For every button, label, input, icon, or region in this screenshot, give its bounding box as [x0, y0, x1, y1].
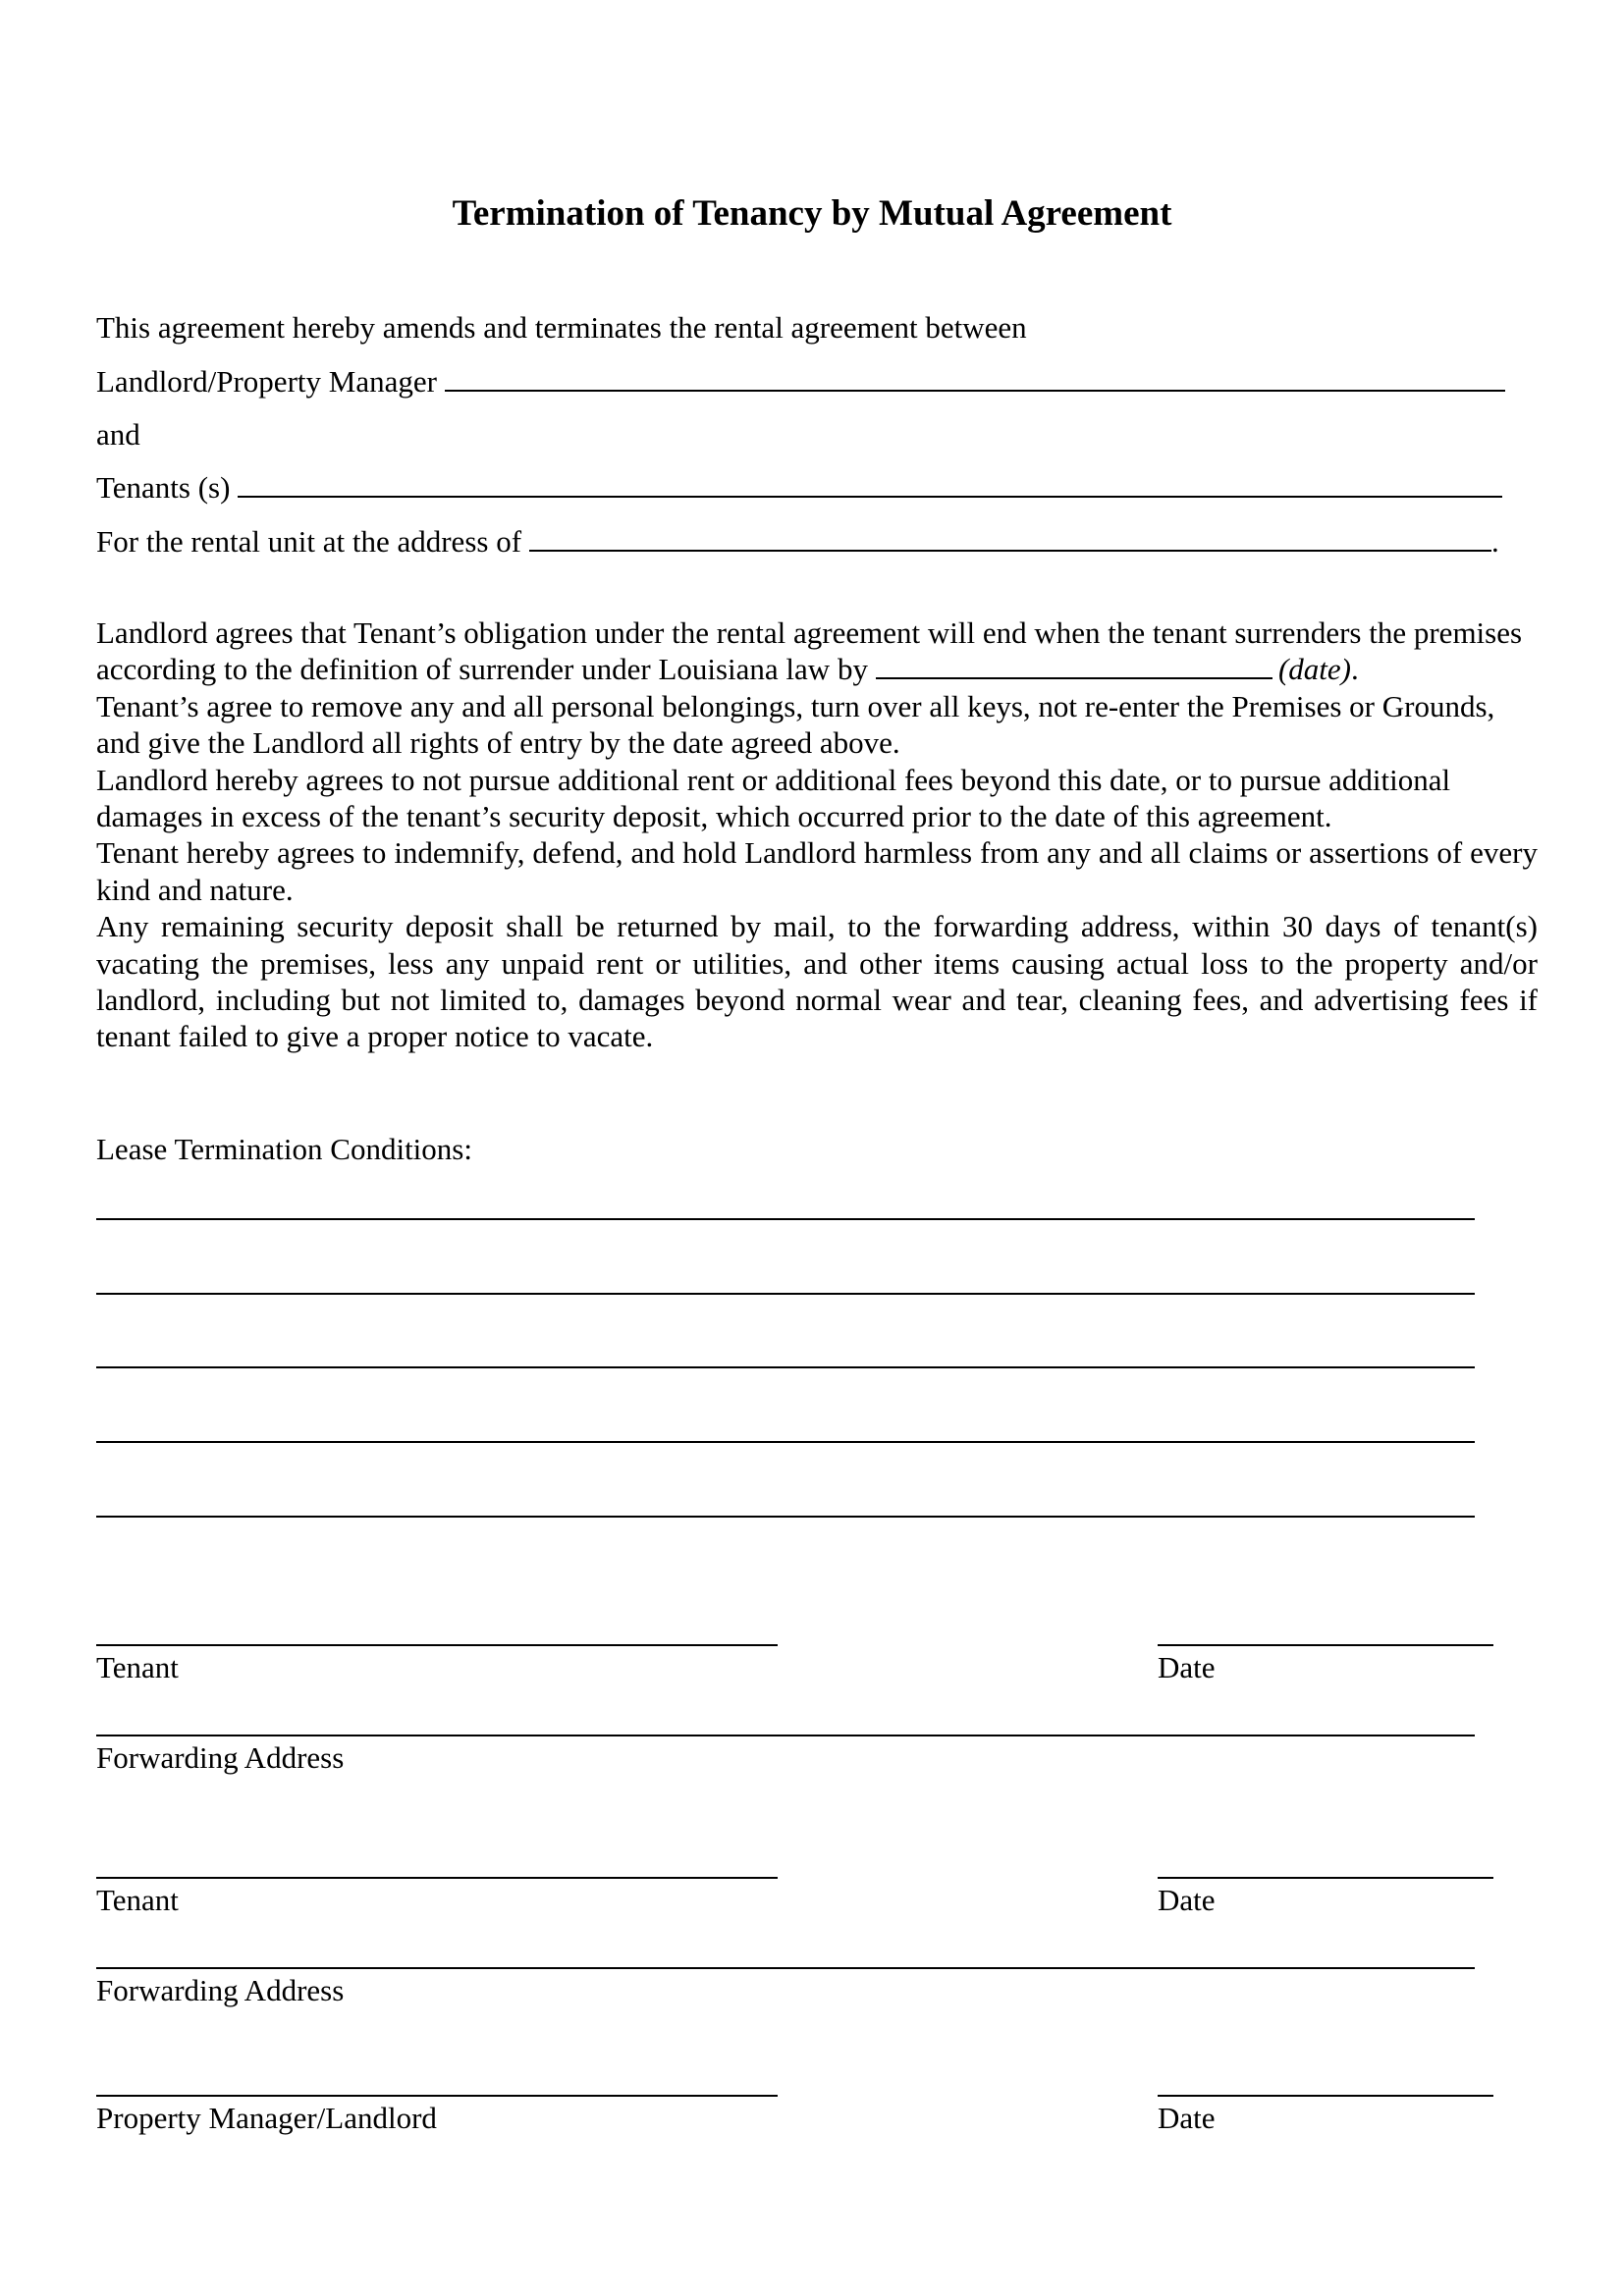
manager-signature-line[interactable]	[96, 2095, 778, 2097]
paragraph-belongings: Tenant’s agree to remove any and all personal belongings, turn over all keys, not re-enter the Premises or Grounds, and give the Landlord all rights of entry by the date agreed above.	[96, 688, 1495, 761]
paragraph-security-deposit: Any remaining security deposit shall be returned by mail, to the forwarding address, within 30 days of tenant(s) vacating the premises, less any unpaid rent or utilities, and other items causing actual loss to the property and/or landlord, including but not limited to, damages beyond normal wear and tear, cleaning fees, and advertising fees if tenant failed to give a proper notice to vacate.	[96, 909, 1538, 1054]
address-label: For the rental unit at the address of	[96, 524, 522, 559]
condition-line[interactable]	[96, 1293, 1475, 1295]
manager-label: Property Manager/Landlord	[96, 2101, 437, 2135]
document-title: Termination of Tenancy by Mutual Agreement	[452, 193, 1172, 234]
paragraph-indemnify: Tenant hereby agrees to indemnify, defend, and hold Landlord harmless from any and all claims or assertions of every kind and nature.	[96, 835, 1538, 907]
tenants-label: Tenants (s)	[96, 470, 231, 505]
landlord-row	[96, 363, 1505, 400]
and-text: and	[96, 417, 140, 452]
condition-line[interactable]	[96, 1366, 1475, 1368]
forwarding-address-label: Forwarding Address	[96, 1740, 345, 1775]
forwarding-address-label: Forwarding Address	[96, 1973, 345, 2007]
date-label: Date	[1158, 2101, 1216, 2135]
date-label: Date	[1158, 1650, 1216, 1684]
forwarding-address-line[interactable]	[96, 1735, 1475, 1736]
tenant-date-line[interactable]	[1158, 1644, 1493, 1646]
address-row	[96, 523, 1499, 560]
paragraph-additional-rent: Landlord hereby agrees to not pursue additional rent or additional fees beyond this date, or to pursue additional damages in excess of the tenant’s security deposit, which occurred prior to the date of this agreement.	[96, 762, 1451, 834]
manager-date-line[interactable]	[1158, 2095, 1493, 2097]
tenant-signature-line[interactable]	[96, 1644, 778, 1646]
surrender-period: .	[1350, 652, 1359, 687]
agreement-body	[96, 614, 1538, 1055]
landlord-field[interactable]	[445, 364, 1505, 392]
tenant-label: Tenant	[96, 1650, 179, 1684]
tenant-label: Tenant	[96, 1883, 179, 1917]
surrender-date-field[interactable]	[876, 654, 1272, 679]
tenants-row	[96, 469, 1502, 506]
tenant-date-line[interactable]	[1158, 1877, 1493, 1879]
intro-text: This agreement hereby amends and terminates the rental agreement between	[96, 310, 1027, 345]
paragraph-surrender	[96, 614, 1538, 688]
tenants-field[interactable]	[238, 470, 1502, 498]
address-field[interactable]	[529, 524, 1491, 552]
address-period: .	[1491, 524, 1499, 559]
surrender-text: Landlord agrees that Tenant’s obligation under the rental agreement will end when the tenant surrenders the premises according to the definition of surrender under Louisiana law by	[96, 615, 1523, 687]
tenant-signature-line[interactable]	[96, 1877, 778, 1879]
forwarding-address-line[interactable]	[96, 1967, 1475, 1969]
landlord-label: Landlord/Property Manager	[96, 364, 437, 399]
date-hint: (date)	[1277, 652, 1351, 687]
condition-line[interactable]	[96, 1441, 1475, 1443]
condition-line[interactable]	[96, 1516, 1475, 1518]
condition-line[interactable]	[96, 1218, 1475, 1220]
date-label: Date	[1158, 1883, 1216, 1917]
conditions-heading: Lease Termination Conditions:	[96, 1132, 472, 1166]
